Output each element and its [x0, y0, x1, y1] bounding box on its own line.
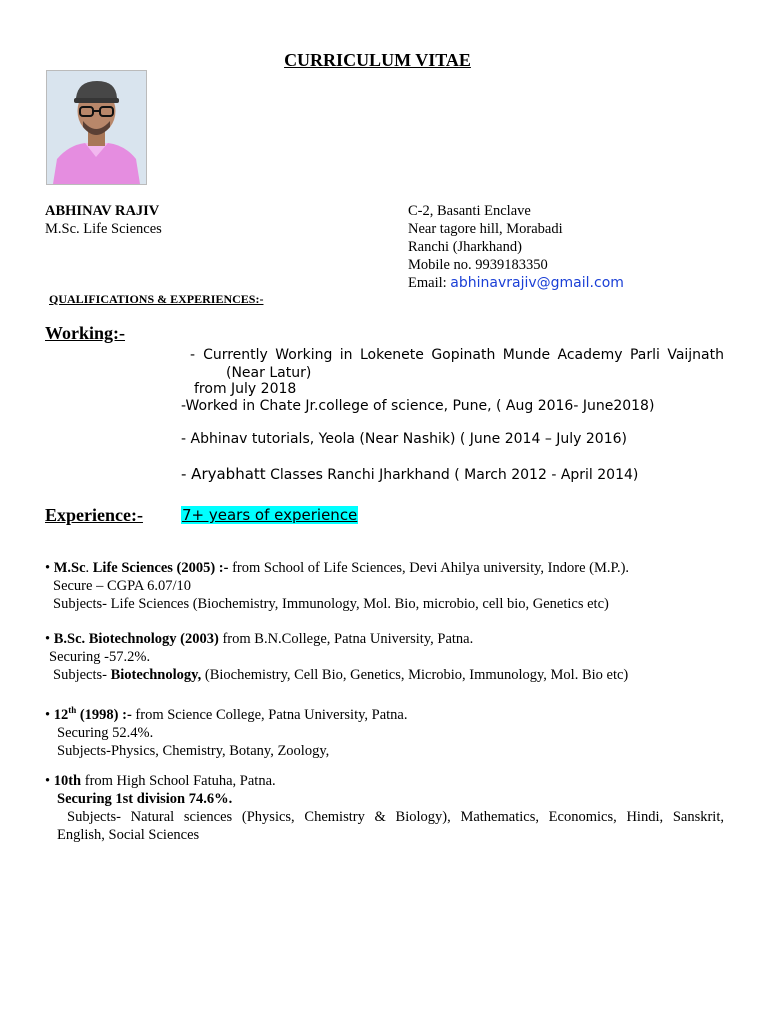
bsc-line-1: [45, 630, 628, 648]
education-bsc: [45, 630, 628, 684]
bsc-score: Securing -57.2%.: [49, 649, 151, 665]
qualifications-heading: QUALIFICATIONS & EXPERIENCES:-: [49, 292, 264, 306]
bsc-subjects-prefix: Subjects-: [53, 667, 111, 683]
bsc-subjects-rest: (Biochemistry, Cell Bio, Genetics, Microbio, Immunology, Mol. Bio etc): [201, 667, 629, 683]
tenth-institution: from High School Fatuha, Patna.: [81, 773, 276, 789]
working-item-2: -Worked in Chate Jr.college of science, Pune, ( Aug 2016- June2018): [181, 398, 655, 414]
bullet: •: [45, 706, 54, 723]
tenth-subjects-text: Subjects- Natural sciences (Physics, Chemistry & Biology), Mathematics, Economics, Hindi, Sanskrit,: [67, 809, 724, 825]
education-10th: [45, 772, 276, 808]
msc-institution: from School of Life Sciences, Devi Ahilya university, Indore (M.P.).: [228, 560, 630, 576]
education-12th: [45, 701, 408, 760]
working-item-4: [181, 465, 638, 483]
tenth-subjects: [57, 808, 724, 826]
email-line: [408, 274, 624, 292]
msc-cgpa: Secure – CGPA 6.07/10: [53, 578, 192, 594]
working-item-1-dash: -: [190, 347, 196, 363]
msc-dot: .: [85, 560, 93, 576]
tenth-score: Securing 1st division 74.6%.: [57, 791, 233, 807]
bsc-degree: B.Sc. Biotechnology (2003): [53, 631, 219, 647]
working-item-4-prefix: - Aryabhatt: [181, 465, 266, 483]
working-item-3: - Abhinav tutorials, Yeola (Near Nashik) ( June 2014 – July 2016): [181, 431, 627, 447]
bullet: •: [45, 560, 54, 576]
candidate-name-block: [45, 202, 162, 238]
portrait-illustration: [47, 71, 146, 184]
tenth-line-1: [45, 772, 276, 790]
bsc-institution: from B.N.College, Patna University, Patna.: [218, 631, 474, 647]
working-item-1-from: from July 2018: [194, 381, 297, 397]
twelfth-sup: th: [68, 705, 77, 715]
working-heading: Working:-: [45, 323, 126, 343]
candidate-name: ABHINAV RAJIV: [45, 203, 160, 219]
email-label: Email:: [408, 275, 451, 291]
bullet: •: [45, 773, 54, 789]
twelfth-line-1: [45, 701, 408, 724]
bsc-subjects: [45, 666, 628, 684]
twelfth-subjects: Subjects-Physics, Chemistry, Botany, Zoology,: [57, 742, 330, 759]
candidate-degree: M.Sc. Life Sciences: [45, 221, 162, 237]
twelfth-number: 12: [53, 706, 69, 723]
address-block: [408, 202, 624, 292]
experience-label: Experience:-: [45, 505, 143, 525]
address-line-2: Near tagore hill, Morabadi: [408, 221, 563, 237]
email-link[interactable]: abhinavrajiv@gmail.com: [450, 275, 624, 291]
address-line-3: Ranchi (Jharkhand): [408, 239, 522, 255]
working-item-1: [190, 347, 724, 363]
mobile-number: Mobile no. 9939183350: [408, 257, 548, 273]
msc-subjects: Subjects- Life Sciences (Biochemistry, Immunology, Mol. Bio, microbio, cell bio, Genetics etc): [53, 596, 609, 612]
bsc-subjects-bold: Biotechnology,: [110, 667, 202, 683]
profile-photo: [46, 70, 147, 185]
working-item-1-cont: (Near Latur): [226, 365, 312, 381]
document-title: CURRICULUM VITAE: [284, 50, 471, 70]
twelfth-institution: from Science College, Patna University, Patna.: [131, 706, 408, 723]
twelfth-year: (1998) :-: [76, 706, 132, 723]
tenth-subjects-cont: English, Social Sciences: [57, 827, 200, 843]
experience-value: 7+ years of experience: [182, 506, 358, 524]
working-item-1-text: Currently Working in Lokenete Gopinath Munde Academy Parli Vaijnath: [203, 347, 724, 363]
msc-field: Life Sciences (2005) :-: [92, 560, 229, 576]
education-msc: [45, 559, 629, 613]
address-line-1: C-2, Basanti Enclave: [408, 203, 531, 219]
bullet: •: [45, 631, 54, 647]
working-item-4-rest: Classes Ranchi Jharkhand ( March 2012 - April 2014): [265, 467, 639, 483]
twelfth-score: Securing 52.4%.: [57, 724, 154, 741]
msc-degree: M.Sc: [53, 560, 86, 576]
msc-line-1: [45, 559, 629, 577]
tenth-grade: 10th: [53, 773, 82, 789]
